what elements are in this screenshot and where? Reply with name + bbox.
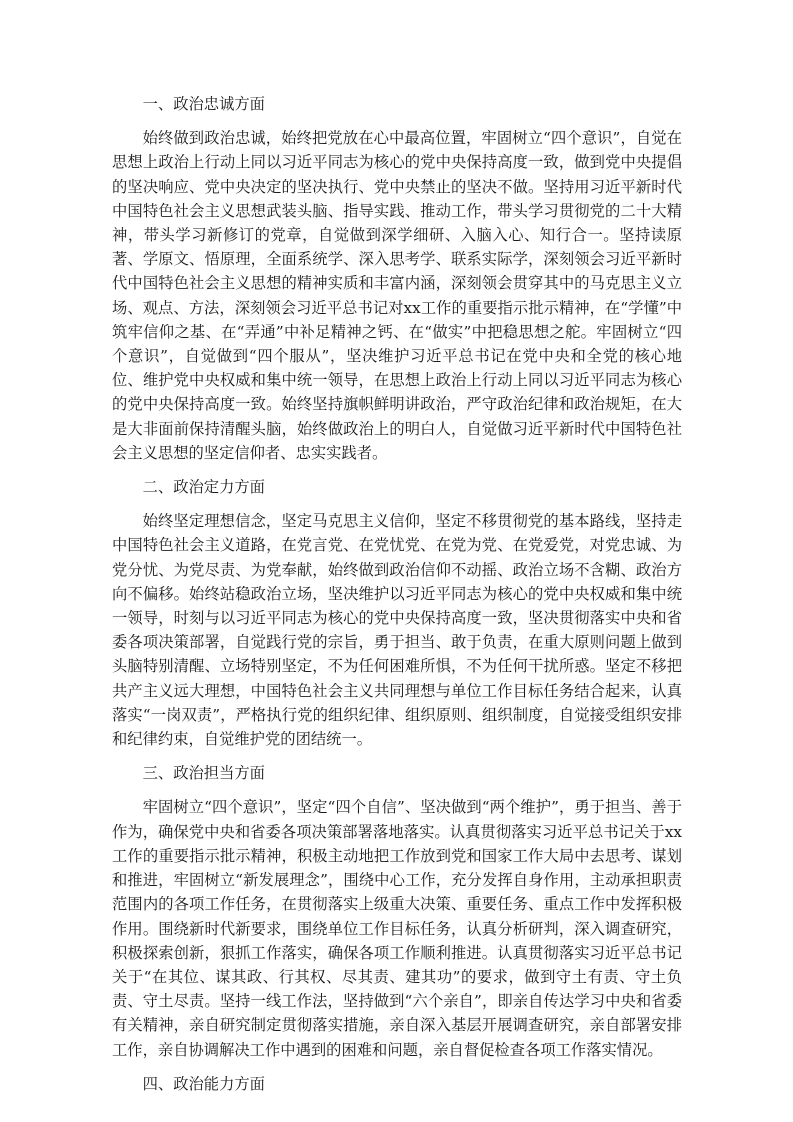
section-paragraph-political-responsibility: 牢固树立“四个意识”，坚定“四个自信”、坚决做到“两个维护”，勇于担当、善于作为，确保党中央和省委各项决策部署落地落实。认真贯彻落实习近平总书记关于xx工作的重要指示批示精神，积极主动地把工作放到党和国家工作大局中去思考、谋划和推进，牢固树立“新发展理念”，围绕中心工作，充分发挥自身作用，主动承担职责范围内的各项工作任务，在贯彻落实上级重大决策、重要任务、重点工作中发挥积极作用。围绕新时代新要求，围绕单位工作目标任务，认真分析研判，深入调查研究，积极探索创新，狠抓工作落实，确保各项工作顺利推进。认真贯彻落实习近平总书记关于“在其位、谋其政、行其权、尽其责、建其功”的要求，做到守土有责、守土负责、守土尽责。坚持一线工作法，坚持做到“六个亲自”，即亲自传达学习中央和省委有关精神，亲自研究制定贯彻落实措施，亲自深入基层开展调查研究，亲自部署安排工作，亲自协调解决工作中遇到的困难和问题，亲自督促检查各项工作落实情况。 xyxy=(112,798,682,1059)
section-heading-political-capability: 四、政治能力方面 xyxy=(142,1074,265,1093)
section-paragraph-political-loyalty: 始终做到政治忠诚，始终把党放在心中最高位置，牢固树立“四个意识”，自觉在思想上政治上行动上同以习近平同志为核心的党中央保持高度一致，做到党中央提倡的坚决响应、党中央决定的坚决执行、党中央禁止的坚决不做。坚持用习近平新时代中国特色社会主义思想武装头脑、指导实践、推动工作，带头学习贯彻党的二十大精神，带头学习新修订的党章，自觉做到深学细研、入脑入心、知行合一。坚持读原著、学原文、悟原理，全面系统学、深入思考学、联系实际学，深刻领会习近平新时代中国特色社会主义思想的精神实质和丰富内涵，深刻领会贯穿其中的马克思主义立场、观点、方法，深刻领会习近平总书记对xx工作的重要指示批示精神，在“学懂”中筑牢信仰之基、在“弄通”中补足精神之钙、在“做实”中把稳思想之舵。牢固树立“四个意识”，自觉做到“四个服从”，坚决维护习近平总书记在党中央和全党的核心地位、维护党中央权威和集中统一领导，在思想上政治上行动上同以习近平同志为核心的党中央保持高度一致。始终坚持旗帜鲜明讲政治，严守政治纪律和政治规矩，在大是大非面前保持清醒头脑，始终做政治上的明白人，自觉做习近平新时代中国特色社会主义思想的坚定信仰者、忠实实践者。 xyxy=(112,129,682,462)
document-body xyxy=(112,92,682,1106)
section-heading-political-loyalty: 一、政治忠诚方面 xyxy=(142,95,265,113)
section-paragraph-political-steadfastness: 始终坚定理想信念，坚定马克思主义信仰，坚定不移贯彻党的基本路线，坚持走中国特色社会主义道路，在党言党、在党忧党、在党为党、在党爱党，对党忠诚、为党分忧、为党尽责、为党奉献，始终做到政治信仰不动摇、政治立场不含糊、政治方向不偏移。始终站稳政治立场，坚决维护以习近平同志为核心的党中央权威和集中统一领导，时刻与以习近平同志为核心的党中央保持高度一致，坚决贯彻落实中央和省委各项决策部署，自觉践行党的宗旨，勇于担当、敢于负责，在重大原则问题上做到头脑特别清醒、立场特别坚定，不为任何困难所惧，不为任何干扰所惑。坚定不移把共产主义远大理想，中国特色社会主义共同理想与单位工作目标任务结合起来，认真落实“一岗双责”，严格执行党的组织纪律、组织原则、组织制度，自觉接受组织安排和纪律约束，自觉维护党的团结统一。 xyxy=(112,512,682,749)
section-heading-political-responsibility: 三、政治担当方面 xyxy=(142,764,265,783)
section-heading-political-steadfastness: 二、政治定力方面 xyxy=(142,478,265,497)
